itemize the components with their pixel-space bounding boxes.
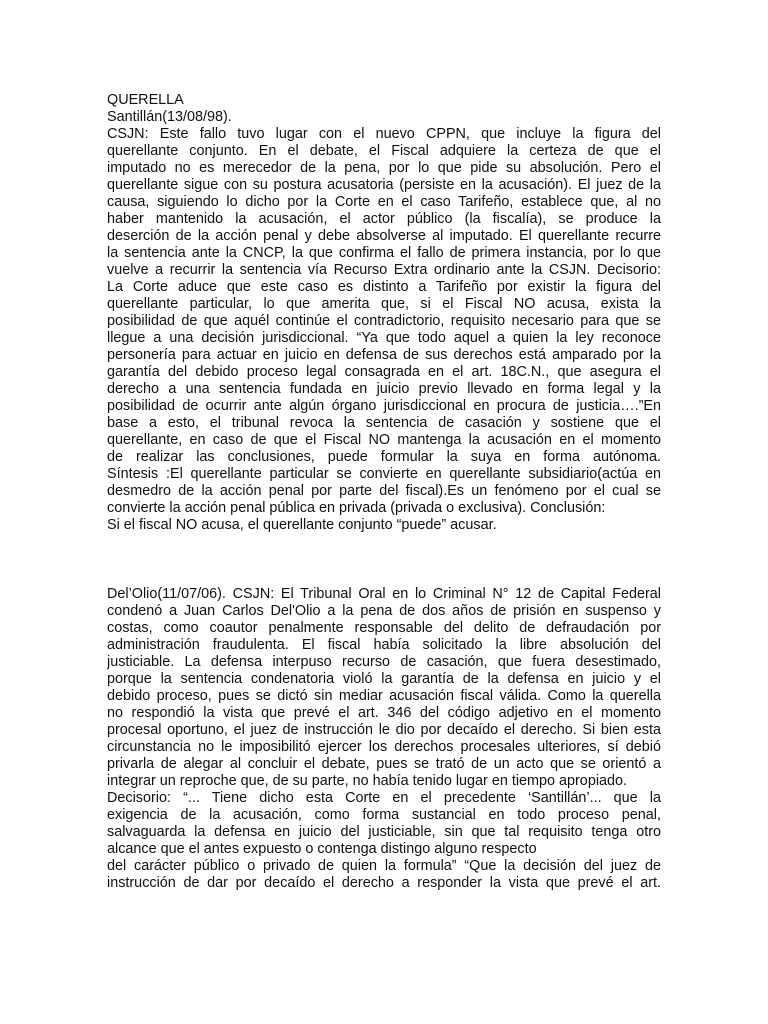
paragraph-line: salvaguarda la defensa en juicio del justiciable, sin que tal requisito tenga otro (107, 824, 661, 840)
paragraph-line: posibilidad de que aquél continúe el contradictorio, requisito necesario para que se (107, 313, 661, 329)
paragraph-line: querellante, en caso de que el Fiscal NO mantenga la acusación en el momento (107, 432, 661, 448)
paragraph-line: CSJN: Este fallo tuvo lugar con el nuevo CPPN, que incluye la figura del (107, 126, 661, 142)
paragraph-line: La Corte aduce que este caso es distinto a Tarifeño por existir la figura del (107, 279, 661, 295)
paragraph-line: debido proceso, pues se dictó sin mediar acusación fiscal válida. Como la querella (107, 688, 661, 704)
paragraph-line: privarla de alegar al concluir el debate, pues se trató de un acto que se orientó a (107, 756, 661, 772)
paragraph-line: imputado no es merecedor de la pena, por lo que pide su absolución. Pero el (107, 160, 661, 176)
section-delolio (107, 586, 661, 892)
section-querella (107, 92, 661, 534)
section-spacer (107, 534, 661, 586)
conclusion-line: Si el fiscal NO acusa, el querellante conjunto “puede” acusar. (107, 517, 497, 533)
paragraph-line: la sentencia ante la CNCP, la que confirma el fallo de primera instancia, por lo que (107, 245, 661, 261)
paragraph-line: Del’Olio(11/07/06). CSJN: El Tribunal Oral en lo Criminal N° 12 de Capital Federal (107, 586, 661, 602)
paragraph-line: circunstancia no le imposibilitó ejercer los derechos procesales ulteriores, sí debió (107, 739, 661, 755)
paragraph-line: del carácter público o privado de quien la formula” “Que la decisión del juez de (107, 858, 661, 874)
document-page (107, 92, 661, 892)
section-title: QUERELLA (107, 92, 184, 108)
paragraph-line: Decisorio: “... Tiene dicho esta Corte en el precedente ‘Santillán’... que la (107, 790, 661, 806)
paragraph-line: condenó a Juan Carlos Del'Olio a la pena de dos años de prisión en suspenso y (107, 603, 661, 619)
paragraph-line: garantía del debido proceso legal consagrada en el art. 18C.N., que asegura el (107, 364, 661, 380)
paragraph-line: no respondió la vista que prevé el art. 346 del código adjetivo en el momento (107, 705, 661, 721)
paragraph-line: haber mantenido la acusación, el actor público (la fiscalía), se produce la (107, 211, 661, 227)
paragraph-line: querellante particular, lo que amerita que, si el Fiscal NO acusa, exista la (107, 296, 661, 312)
paragraph-line: convierte la acción penal pública en privada (privada o exclusiva). Conclusión: (107, 500, 606, 516)
paragraph-line: costas, como coautor penalmente responsable del delito de defraudación por (107, 620, 661, 636)
paragraph-line: integrar un reproche que, de su parte, no había tenido lugar en tiempo apropiado. (107, 773, 628, 789)
paragraph-line: llegue a una decisión jurisdiccional. “Ya que todo aquel a quien la ley reconoce (107, 330, 661, 346)
paragraph-line: base a esto, el tribunal revoca la sentencia de casación y sostiene que el (107, 415, 661, 431)
paragraph-line: causa, siguiendo lo dicho por la Corte en el caso Tarifeño, establece que, al no (107, 194, 661, 210)
paragraph-line: alcance que el antes expuesto o contenga distingo alguno respecto (107, 841, 537, 857)
paragraph-line: procesal oportuno, el juez de instrucción le dio por decaído el derecho. Si bien esta (107, 722, 661, 738)
paragraph-line: querellante conjunto. En el debate, el Fiscal adquiere la certeza de que el (107, 143, 661, 159)
paragraph-line: justiciable. La defensa interpuso recurso de casación, que fuera desestimado, (107, 654, 661, 670)
case-heading: Santillán(13/08/98). (107, 109, 232, 125)
paragraph-line: Síntesis :El querellante particular se convierte en querellante subsidiario(actúa en (107, 466, 661, 482)
paragraph-line: deserción de la acción penal y debe absolverse al imputado. El querellante recurre (107, 228, 661, 244)
paragraph-line: porque la sentencia condenatoria violó la garantía de la defensa en juicio y el (107, 671, 661, 687)
paragraph-line: instrucción de dar por decaído el derecho a responder la vista que prevé el art. (107, 875, 661, 891)
paragraph-line: posibilidad de ocurrir ante algún órgano jurisdiccional en procura de justicia….”En (107, 398, 661, 414)
paragraph-line: de realizar las conclusiones, puede formular la suya en forma autónoma. (107, 449, 661, 465)
paragraph-line: querellante sigue con su postura acusatoria (persiste en la acusación). El juez de la (107, 177, 661, 193)
paragraph-line: derecho a una sentencia fundada en juicio previo llevado en forma legal y la (107, 381, 661, 397)
paragraph-line: personería para actuar en juicio en defensa de sus derechos está amparado por la (107, 347, 661, 363)
paragraph-line: exigencia de la acusación, como forma sustancial en todo proceso penal, (107, 807, 661, 823)
paragraph-line: desmedro de la acción penal por parte del fiscal).Es un fenómeno por el cual se (107, 483, 661, 499)
paragraph-line: administración fraudulenta. El fiscal había solicitado la libre absolución del (107, 637, 661, 653)
paragraph-line: vuelve a recurrir la sentencia vía Recurso Extra ordinario ante la CSJN. Decisorio: (107, 262, 661, 278)
